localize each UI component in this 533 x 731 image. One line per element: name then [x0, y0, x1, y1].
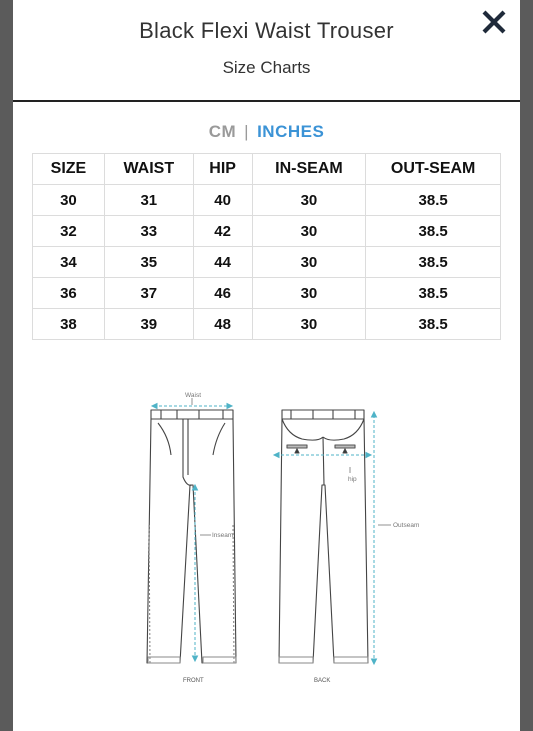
cell-inseam: 30 — [252, 247, 366, 278]
cell-waist: 35 — [104, 247, 193, 278]
cell-size: 30 — [33, 185, 105, 216]
size-chart-modal — [13, 0, 520, 731]
cell-hip: 46 — [193, 278, 252, 309]
unit-toggle — [13, 122, 520, 142]
cell-waist: 37 — [104, 278, 193, 309]
back-trouser-drawing — [279, 410, 368, 663]
cell-outseam: 38.5 — [366, 216, 501, 247]
cell-inseam: 30 — [252, 309, 366, 340]
column-header-hip: HIP — [193, 154, 252, 185]
column-header-waist: WAIST — [104, 154, 193, 185]
size-table — [32, 153, 501, 340]
column-header-size: SIZE — [33, 154, 105, 185]
product-title: Black Flexi Waist Trouser — [139, 18, 394, 43]
trouser-diagram-svg — [13, 375, 520, 695]
cell-waist: 31 — [104, 185, 193, 216]
column-header-outseam: OUT-SEAM — [366, 154, 501, 185]
cell-hip: 40 — [193, 185, 252, 216]
inseam-label: Inseam — [212, 532, 234, 539]
cell-inseam: 30 — [252, 185, 366, 216]
cell-size: 32 — [33, 216, 105, 247]
cell-inseam: 30 — [252, 216, 366, 247]
cell-size: 38 — [33, 309, 105, 340]
trouser-measurement-diagram — [13, 375, 520, 695]
cell-outseam: 38.5 — [366, 185, 501, 216]
table-row — [33, 185, 501, 216]
cell-hip: 48 — [193, 309, 252, 340]
unit-inches-button[interactable]: INCHES — [257, 122, 325, 141]
cell-waist: 39 — [104, 309, 193, 340]
table-row — [33, 309, 501, 340]
waist-label: Waist — [185, 392, 202, 399]
cell-waist: 33 — [104, 216, 193, 247]
cell-hip: 44 — [193, 247, 252, 278]
size-charts-subtitle: Size Charts — [222, 58, 311, 77]
unit-cm-button[interactable]: CM — [208, 122, 237, 141]
cell-size: 36 — [33, 278, 105, 309]
back-label: BACK — [314, 678, 331, 684]
cell-outseam: 38.5 — [366, 278, 501, 309]
outseam-label: Outseam — [393, 522, 420, 529]
table-row — [33, 247, 501, 278]
front-label: FRONT — [183, 678, 204, 684]
cell-inseam: 30 — [252, 278, 366, 309]
table-row — [33, 216, 501, 247]
unit-separator: | — [244, 122, 250, 141]
cell-outseam: 38.5 — [366, 309, 501, 340]
cell-size: 34 — [33, 247, 105, 278]
close-icon — [478, 6, 510, 38]
hip-label: hip — [348, 476, 357, 483]
cell-outseam: 38.5 — [366, 247, 501, 278]
table-row — [33, 278, 501, 309]
cell-hip: 42 — [193, 216, 252, 247]
close-button[interactable] — [478, 6, 510, 38]
header-divider — [13, 100, 520, 102]
table-header-row — [33, 154, 501, 185]
column-header-inseam: IN-SEAM — [252, 154, 366, 185]
